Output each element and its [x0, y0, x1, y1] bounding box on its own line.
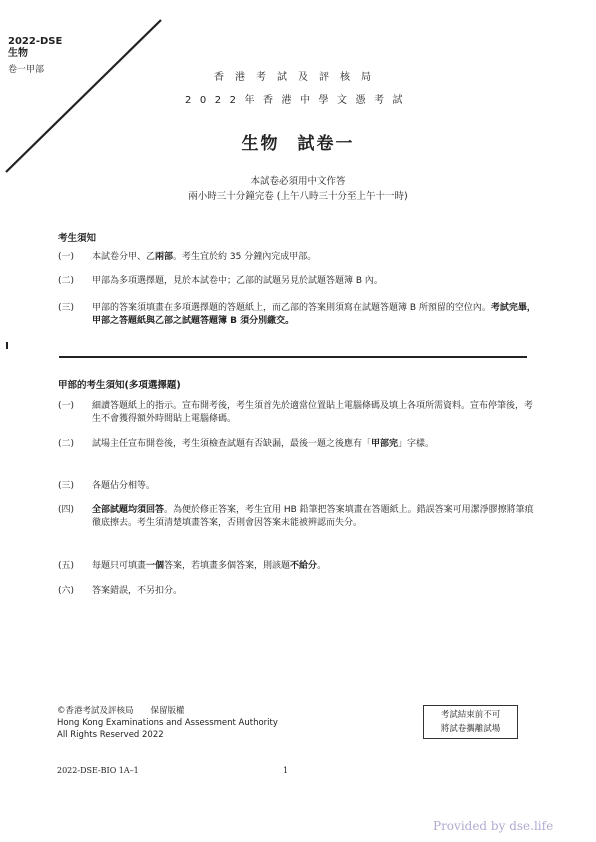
notice-line: 將試卷攜離試場	[440, 724, 501, 734]
item-text: 甲部為多項選擇題，見於本試卷中；乙部的試題另見於試題答題簿 B 內。	[92, 276, 383, 286]
notice-line: 考試結束前不可	[440, 710, 501, 720]
copyright-line: ©香港考試及評核局 保留版權	[57, 706, 185, 716]
exam-title: 2022年香港中學文憑考試	[185, 95, 411, 106]
corner-exam: 2022-DSE	[8, 36, 63, 47]
item-number: (二)	[58, 276, 75, 286]
copyright-line: Hong Kong Examinations and Assessment Authority	[57, 718, 278, 728]
section-a-item-5	[58, 560, 538, 573]
authority-name: 香港考試及評核局	[214, 72, 382, 83]
item-text: 細讀答題紙上的指示。宣布開考後，考生須首先於適當位置貼上電腦條碼及填上各項所需資料。宣布停筆後，考生不會獲得額外時間貼上電腦條碼。	[92, 401, 534, 424]
paper-code: 2022-DSE-BIO 1A–1	[57, 766, 139, 775]
section-a-item-6	[58, 585, 538, 598]
item-bold: 甲部完	[371, 439, 399, 449]
item-bold: 不給分	[290, 561, 318, 571]
item-text: 。考生宜於約 35 分鐘內完成甲部。	[173, 252, 317, 262]
margin-mark	[6, 342, 8, 349]
item-number: (六)	[58, 586, 75, 596]
provider-watermark: Provided by dse.life	[433, 819, 554, 833]
item-bold: 一個	[146, 561, 165, 571]
section-a-item-3	[58, 480, 538, 493]
corner-paper: 卷一甲部	[8, 65, 45, 75]
item-text: 答案，若填畫多個答案，則該題	[164, 561, 291, 571]
item-text: 本試卷分甲、乙	[92, 252, 156, 262]
item-text: 答案錯誤，不另扣分。	[92, 586, 183, 596]
section-a-item-4	[58, 504, 538, 530]
duration-instruction: 兩小時三十分鐘完卷 (上午八時三十分至上午十一時)	[188, 191, 408, 202]
language-instruction: 本試卷必須用中文作答	[250, 176, 346, 187]
removal-notice-box	[423, 705, 518, 739]
item-text: 」字樣。	[398, 439, 435, 449]
item-bold: 兩部	[155, 252, 174, 262]
notice-item-3	[58, 302, 538, 328]
item-number: (三)	[58, 303, 75, 313]
section-a-item-2	[58, 438, 538, 451]
paper-title: 生物 試卷一	[241, 134, 355, 154]
item-bold: 考試完畢，甲部之答題紙與乙部之試題答題簿 B 須分別繳交。	[92, 303, 536, 326]
item-number: (三)	[58, 481, 75, 491]
candidates-notice-heading: 考生須知	[58, 233, 97, 244]
notice-item-2	[58, 275, 538, 288]
section-a-item-1	[58, 400, 538, 426]
section-divider	[59, 356, 527, 358]
item-text: 每題只可填畫	[92, 561, 147, 571]
copyright-line: All Rights Reserved 2022	[57, 730, 164, 740]
page-number: 1	[283, 766, 289, 775]
item-number: (四)	[58, 505, 75, 515]
item-bold: 全部試題均須回答	[92, 505, 165, 515]
item-number: (一)	[58, 401, 75, 411]
notice-item-1	[58, 251, 538, 264]
item-text: 各題佔分相等。	[92, 481, 156, 491]
item-number: (二)	[58, 439, 75, 449]
item-text: 甲部的答案須填畫在多項選擇題的答題紙上，而乙部的答案則須寫在試題答題簿 B 所預留的空位內。	[92, 303, 491, 313]
item-text: 試場主任宣布開卷後，考生須檢查試題有否缺漏，最後一題之後應有「	[92, 439, 372, 449]
corner-subject: 生物	[8, 48, 28, 59]
copyright-block	[57, 705, 278, 741]
item-number: (一)	[58, 252, 75, 262]
item-number: (五)	[58, 561, 75, 571]
item-text: 。	[317, 561, 327, 571]
item-text: 。為便於修正答案，考生宜用 HB 鉛筆把答案填畫在答題紙上。錯誤答案可用潔淨膠擦將筆痕徹底擦去。考生須清楚填畫答案，否則會因答案未能被辨認而失分。	[92, 505, 534, 528]
section-a-notice-heading: 甲部的考生須知(多項選擇題)	[58, 380, 181, 391]
